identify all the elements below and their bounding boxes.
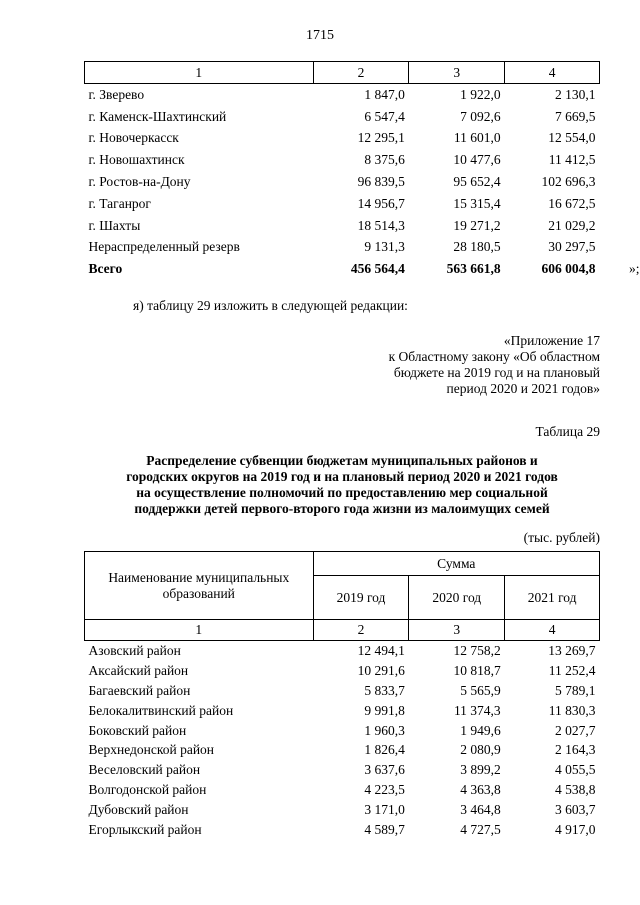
value-2020: 5 565,9	[460, 682, 501, 698]
row-name: г. Каменск-Шахтинский	[88, 108, 227, 124]
value-2021: 4 917,0	[555, 821, 596, 837]
row-name: г. Ростов-на-Дону	[88, 174, 191, 190]
value-2021: 2 130,1	[555, 86, 596, 102]
column-number-row	[85, 620, 600, 641]
table-row	[85, 641, 600, 661]
table-label: Таблица 29	[535, 424, 600, 439]
appendix-line: бюджете на 2019 год и на плановый	[393, 365, 600, 380]
value-2020: 3 464,8	[460, 802, 501, 818]
col-number: 2	[313, 62, 409, 84]
value-2020: 2 080,9	[460, 742, 501, 758]
table-row	[85, 701, 600, 721]
title-line: городских округов на 2019 год и на плановый период 2020 и 2021 годов	[126, 469, 558, 484]
value-2020: 11 601,0	[453, 130, 501, 146]
table-title	[84, 453, 600, 517]
table-row	[85, 215, 600, 237]
value-2019: 1 847,0	[364, 86, 405, 102]
value-2020: 4 363,8	[460, 782, 501, 798]
value-2021: 11 252,4	[548, 662, 596, 678]
table-row	[85, 760, 600, 780]
value-2020: 95 652,4	[453, 174, 501, 190]
value-2019: 8 375,6	[364, 152, 405, 168]
value-2019: 12 295,1	[357, 130, 405, 146]
total-2021: 606 004,8 »;	[541, 261, 640, 277]
title-line: поддержки детей первого-второго года жизни из малоимущих семей	[134, 501, 550, 516]
value-2021: 102 696,3	[541, 174, 596, 190]
value-2019: 1 960,3	[364, 722, 405, 738]
value-2019: 12 494,1	[357, 642, 405, 658]
row-name: Верхнедонской район	[88, 742, 215, 758]
title-line: Распределение субвенции бюджетам муниципальных районов и	[146, 453, 538, 468]
row-name: Егорлыкский район	[88, 821, 202, 837]
value-2021: 21 029,2	[548, 217, 596, 233]
col-number: 1	[85, 62, 314, 84]
value-2019: 5 833,7	[364, 682, 405, 698]
header-year: 2020 год	[409, 576, 505, 620]
value-2021: 2 164,3	[555, 742, 596, 758]
col-number: 3	[409, 62, 505, 84]
row-name: Багаевский район	[88, 682, 191, 698]
row-name: Веселовский район	[88, 762, 201, 778]
table-row	[85, 740, 600, 760]
total-label: Всего	[88, 261, 123, 277]
row-name: Белокалитвинский район	[88, 702, 234, 718]
total-row	[85, 258, 600, 280]
header-sum: Сумма	[313, 552, 599, 576]
value-2019: 4 589,7	[364, 821, 405, 837]
value-2019: 9 991,8	[364, 702, 405, 718]
value-2020: 28 180,5	[453, 239, 501, 255]
value-2020: 15 315,4	[453, 195, 501, 211]
appendix-line: к Областному закону «Об областном	[388, 349, 600, 364]
table-row	[85, 128, 600, 150]
col-number: 4	[505, 620, 600, 641]
value-2019: 18 514,3	[357, 217, 405, 233]
value-2021: 5 789,1	[555, 682, 596, 698]
col-number: 4	[505, 62, 600, 84]
row-name: Боковский район	[88, 722, 187, 738]
row-name: г. Шахты	[88, 217, 141, 233]
row-name: г. Новошахтинск	[88, 152, 185, 168]
value-2020: 1 949,6	[460, 722, 501, 738]
value-2021: 4 538,8	[555, 782, 596, 798]
total-2019: 456 564,4	[350, 261, 405, 277]
value-2021: 16 672,5	[548, 195, 596, 211]
row-name: г. Таганрог	[88, 195, 151, 211]
row-name: г. Новочеркасск	[88, 130, 179, 146]
appendix-line: «Приложение 17	[503, 333, 600, 348]
table-row	[85, 106, 600, 128]
header-year: 2021 год	[505, 576, 600, 620]
value-2020: 11 374,3	[453, 702, 501, 718]
value-2021: 4 055,5	[555, 762, 596, 778]
value-2019: 6 547,4	[364, 108, 405, 124]
table-row	[85, 681, 600, 701]
table-row	[85, 237, 600, 259]
value-2021: 11 830,3	[548, 702, 596, 718]
table-row	[85, 780, 600, 800]
value-2021: 2 027,7	[555, 722, 596, 738]
value-2021: 13 269,7	[548, 642, 596, 658]
table-row	[85, 171, 600, 193]
row-name: Аксайский район	[88, 662, 189, 678]
value-2021: 7 669,5	[555, 108, 596, 124]
row-name: г. Зверево	[88, 86, 145, 102]
subvention-table	[84, 551, 600, 840]
table-row	[85, 193, 600, 215]
value-2019: 3 637,6	[364, 762, 405, 778]
value-2021: 3 603,7	[555, 802, 596, 818]
value-2020: 3 899,2	[460, 762, 501, 778]
continued-table	[84, 61, 640, 280]
value-2019: 3 171,0	[364, 802, 405, 818]
value-2020: 1 922,0	[460, 86, 501, 102]
title-line: на осуществление полномочий по предоставлению мер социальной	[136, 485, 548, 500]
value-2019: 1 826,4	[364, 742, 405, 758]
row-name: Нераспределенный резерв	[88, 239, 240, 255]
value-2019: 14 956,7	[357, 195, 405, 211]
value-2020: 7 092,6	[460, 108, 501, 124]
appendix-line: период 2020 и 2021 годов»	[446, 381, 600, 396]
value-2019: 9 131,3	[364, 239, 405, 255]
value-2021: 12 554,0	[548, 130, 596, 146]
table-row	[85, 800, 600, 820]
value-2019: 96 839,5	[357, 174, 405, 190]
amendment-instruction: я) таблицу 29 изложить в следующей редакции:	[133, 298, 408, 313]
value-2020: 4 727,5	[460, 821, 501, 837]
col-number: 2	[313, 620, 409, 641]
value-2020: 10 818,7	[453, 662, 501, 678]
header-municipality: Наименование муниципальных образований	[85, 552, 314, 620]
header-year: 2019 год	[313, 576, 409, 620]
column-number-row	[85, 62, 600, 84]
value-2019: 4 223,5	[364, 782, 405, 798]
row-name: Волгодонской район	[88, 782, 207, 798]
value-2020: 12 758,2	[453, 642, 501, 658]
table-row	[85, 661, 600, 681]
table-row	[85, 84, 600, 106]
table-row	[85, 820, 600, 840]
table-row	[85, 149, 600, 171]
value-2020: 10 477,6	[453, 152, 501, 168]
units-label: (тыс. рублей)	[523, 530, 600, 545]
value-2021: 30 297,5	[548, 239, 596, 255]
appendix-reference	[330, 333, 600, 397]
page-number: 1715	[306, 28, 334, 43]
row-name: Дубовский район	[88, 802, 189, 818]
value-2019: 10 291,6	[357, 662, 405, 678]
table-row	[85, 721, 600, 741]
col-number: 3	[409, 620, 505, 641]
total-2020: 563 661,8	[446, 261, 501, 277]
value-2020: 19 271,2	[453, 217, 501, 233]
value-2021: 11 412,5	[548, 152, 596, 168]
row-name: Азовский район	[88, 642, 181, 658]
col-number: 1	[85, 620, 314, 641]
closing-quote: »;	[628, 261, 640, 277]
